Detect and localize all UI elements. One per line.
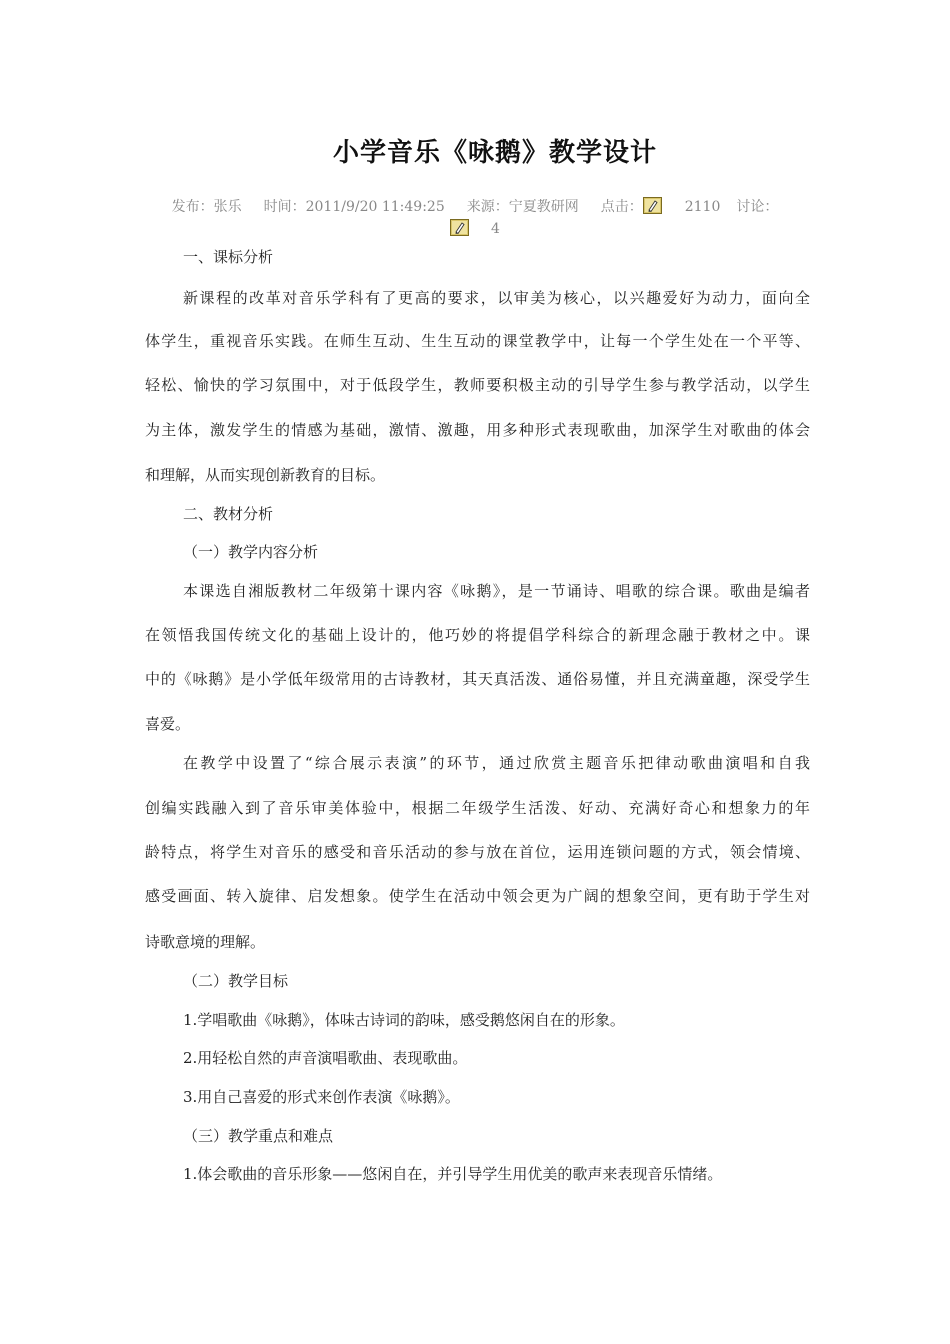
paragraph-line: 创编实践融入到了音乐审美体验中，根据二年级学生活泼、好动、充满好奇心和想象力的年 [145, 799, 810, 817]
paragraph-line: 体学生，重视音乐实践。在师生互动、生生互动的课堂教学中，让每一个学生处在一个平等、 [145, 332, 810, 350]
section-heading: 一、课标分析 [183, 248, 274, 266]
subsection-heading: （二）教学目标 [183, 972, 289, 990]
goal-item: 3.用自己喜爱的形式来创作表演《咏鹅》。 [183, 1088, 460, 1106]
edit-pencil-icon [643, 197, 662, 214]
meta-clicks-count: 2110 [684, 199, 721, 215]
meta-clicks-label: 点击： [600, 199, 643, 215]
paragraph-line: 本课选自湘版教材二年级第十课内容《咏鹅》，是一节诵诗、唱歌的综合课。歌曲是编者 [183, 582, 810, 600]
paragraph-line: 在教学中设置了“综合展示表演”的环节，通过欣赏主题音乐把律动歌曲演唱和自我 [183, 754, 810, 772]
paragraph-line: 感受画面、转入旋律、启发想象。使学生在活动中领会更为广阔的想象空间，更有助于学生对 [145, 887, 810, 905]
section-heading: 二、教材分析 [183, 505, 274, 523]
meta-time: 时间：2011/9/20 11:49:25 [263, 199, 445, 215]
paragraph-line: 为主体，激发学生的情感为基础，激情、激趣，用多种形式表现歌曲，加深学生对歌曲的体会 [145, 421, 810, 439]
paragraph-line: 龄特点，将学生对音乐的感受和音乐活动的参与放在首位，运用连锁问题的方式，领会情境、 [145, 843, 810, 861]
paragraph-line: 轻松、愉快的学习氛围中，对于低段学生，教师要积极主动的引导学生参与教学活动，以学生 [145, 376, 810, 394]
paragraph-line: 喜爱。 [145, 715, 191, 733]
goal-item: 1.学唱歌曲《咏鹅》，体味古诗词的韵味，感受鹅悠闲自在的形象。 [183, 1011, 625, 1029]
paragraph-line: 新课程的改革对音乐学科有了更高的要求，以审美为核心，以兴趣爱好为动力，面向全 [183, 289, 810, 307]
paragraph-line: 和理解，从而实现创新教育的目标。 [145, 466, 386, 484]
paragraph-line: 在领悟我国传统文化的基础上设计的，他巧妙的将提倡学科综合的新理念融于教材之中。课 [145, 626, 810, 644]
key-point-item: 1.体会歌曲的音乐形象——悠闲自在，并引导学生用优美的歌声来表现音乐情绪。 [183, 1165, 723, 1183]
subsection-heading: （三）教学重点和难点 [183, 1127, 334, 1145]
paragraph-line: 诗歌意境的理解。 [145, 933, 266, 951]
document-title: 小学音乐《咏鹅》教学设计 [332, 138, 657, 168]
subsection-heading: （一）教学内容分析 [183, 543, 319, 561]
meta-author: 发布：张乐 [171, 199, 242, 215]
article-meta [145, 196, 805, 240]
goal-item: 2.用轻松自然的声音演唱歌曲、表现歌曲。 [183, 1049, 468, 1067]
meta-source: 来源：宁夏教研网 [466, 199, 579, 215]
meta-discuss-label: 讨论： [736, 199, 779, 215]
edit-pencil-icon [450, 219, 469, 236]
paragraph-line: 中的《咏鹅》是小学低年级常用的古诗教材，其天真活泼、通俗易懂，并且充满童趣，深受学生 [145, 670, 810, 688]
meta-discuss-count: 4 [491, 221, 500, 237]
